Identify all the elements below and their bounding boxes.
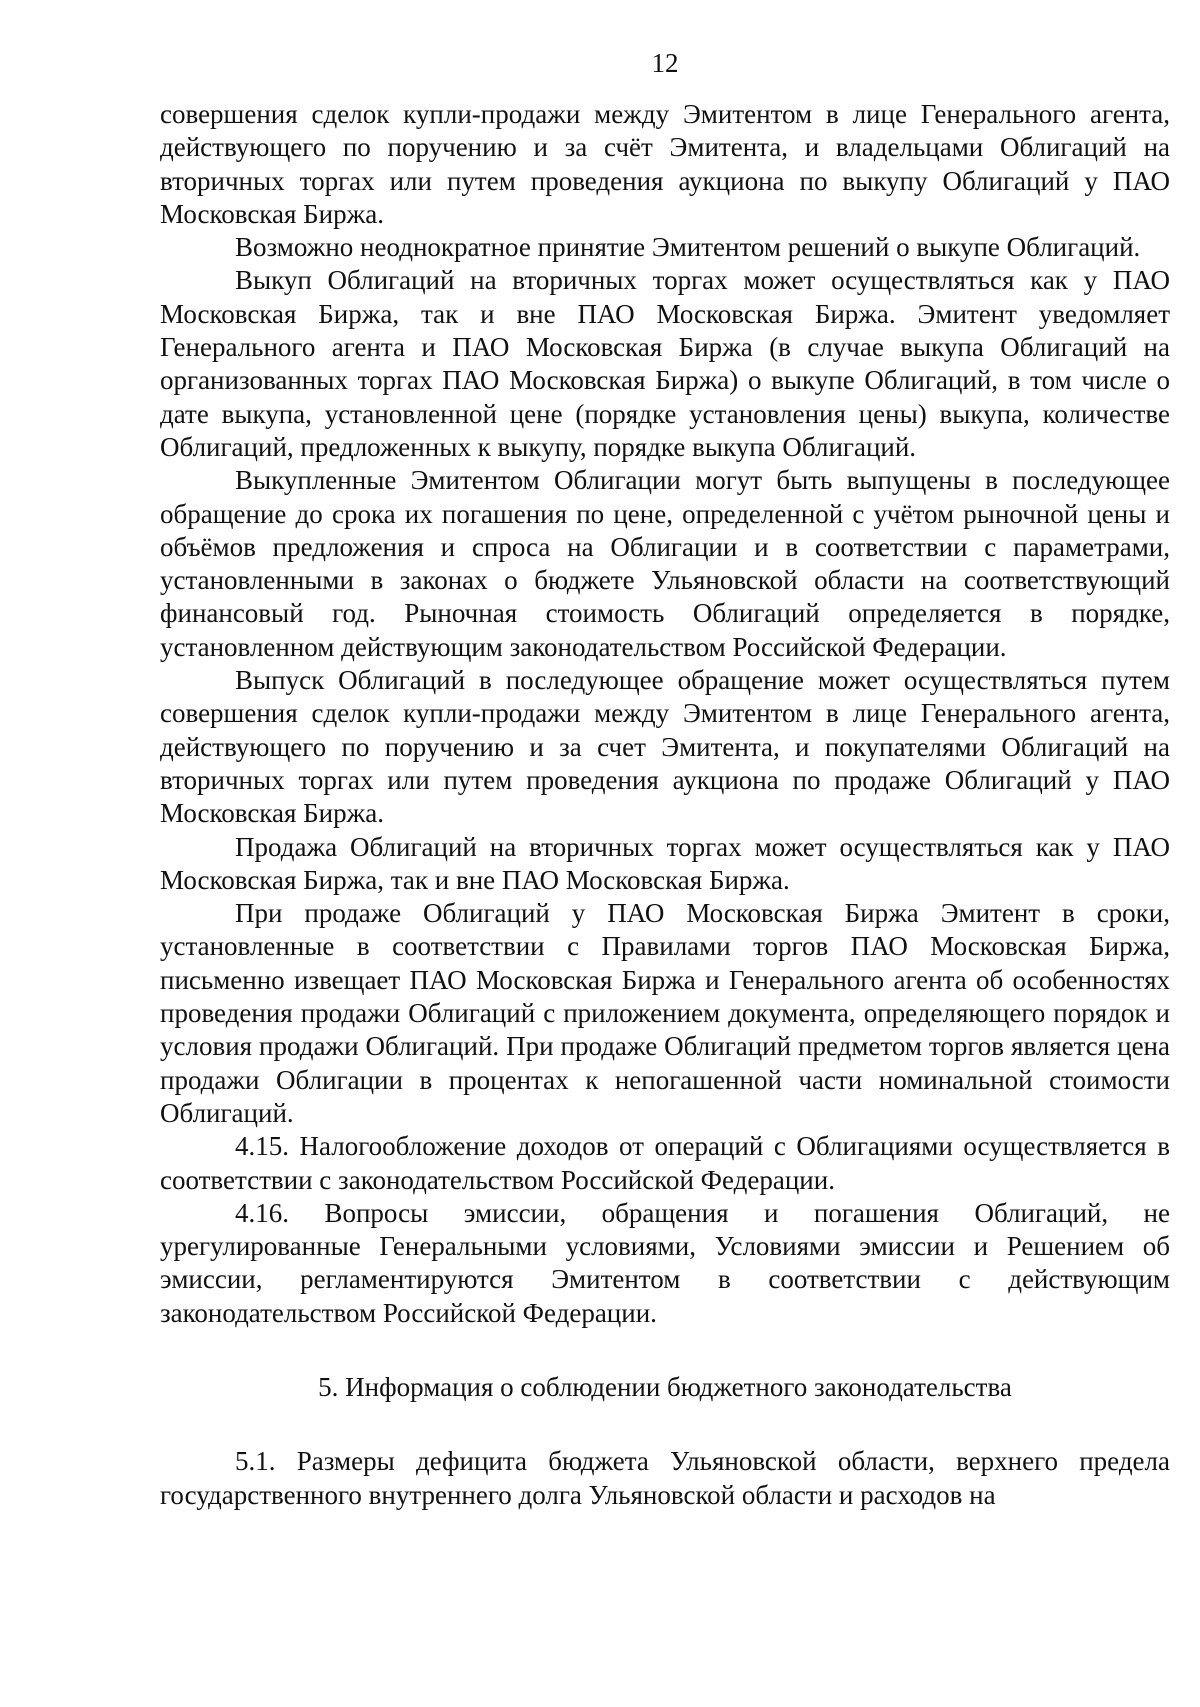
paragraph-repeated-buyback: Возможно неоднократное принятие Эмитентом решений о выкупе Облигаций. <box>235 232 1141 263</box>
document-body <box>160 98 1170 1512</box>
paragraph-secondary-sale: Продажа Облигаций на вторичных торгах может осуществляться как у ПАО Московская Биржа, так и вне ПАО Московская Биржа. <box>160 831 1170 895</box>
paragraph-continuation: совершения сделок купли-продажи между Эмитентом в лице Генерального агента, действующего по поручению и за счёт Эмитента, и владельцами Облигаций на вторичных торгах или путем проведения аукциона по выкупу Облигаций у ПАО Московская Биржа. <box>160 99 1170 229</box>
paragraph-buyback-secondary: Выкуп Облигаций на вторичных торгах может осуществляться как у ПАО Московская Биржа, так и вне ПАО Московская Биржа. Эмитент уведомляет Генерального агента и ПАО Московская Биржа (в случае выкупа Облигаций на организованных торгах ПАО Московская Биржа) о выкупе Облигаций, в том числе о дате выкупа, установленной цене (порядке установления цены) выкупа, количестве Облигаций, предложенных к выкупу, порядке выкупа Облигаций. <box>160 265 1170 462</box>
page-number: 12 <box>651 48 679 78</box>
paragraph-5-1: 5.1. Размеры дефицита бюджета Ульяновской области, верхнего предела государственного внутреннего долга Ульяновской области и расходов на <box>160 1446 1170 1510</box>
paragraph-sale-notification: При продаже Облигаций у ПАО Московская Биржа Эмитент в сроки, установленные в соответствии с Правилами торгов ПАО Московская Биржа, письменно извещает ПАО Московская Биржа и Генерального агента об особенностях проведения продажи Облигаций с приложением документа, определяющего порядок и условия продажи Облигаций. При продаже Облигаций предметом торгов является цена продажи Облигации в процентах к непогашенной части номинальной стоимости Облигаций. <box>160 898 1170 1128</box>
paragraph-reissued-bonds: Выкупленные Эмитентом Облигации могут быть выпущены в последующее обращение до срока их погашения по цене, определенной с учётом рыночной цены и объёмов предложения и спроса на Облигации и в соответствии с параметрами, установленными в законах о бюджете Ульяновской области на соответствующий финансовый год. Рыночная стоимость Облигаций определяется в порядке, установленном действующим законодательством Российской Федерации. <box>160 465 1170 662</box>
section-5-heading: 5. Информация о соблюдении бюджетного законодательства <box>318 1371 1012 1402</box>
paragraph-4-15-taxation: 4.15. Налогообложение доходов от операций с Облигациями осуществляется в соответствии с законодательством Российской Федерации. <box>160 1131 1170 1195</box>
paragraph-4-16-unregulated-questions: 4.16. Вопросы эмиссии, обращения и погашения Облигаций, не урегулированные Генеральными условиями, Условиями эмиссии и Решением об эмиссии, регламентируются Эмитентом в соответствии с действующим законодательством Российской Федерации. <box>160 1197 1170 1328</box>
paragraph-issue-into-circulation: Выпуск Облигаций в последующее обращение может осуществляться путем совершения сделок купли-продажи между Эмитентом в лице Генерального агента, действующего по поручению и за счет Эмитента, и покупателями Облигаций на вторичных торгах или путем проведения аукциона по продаже Облигаций у ПАО Московская Биржа. <box>160 665 1170 829</box>
